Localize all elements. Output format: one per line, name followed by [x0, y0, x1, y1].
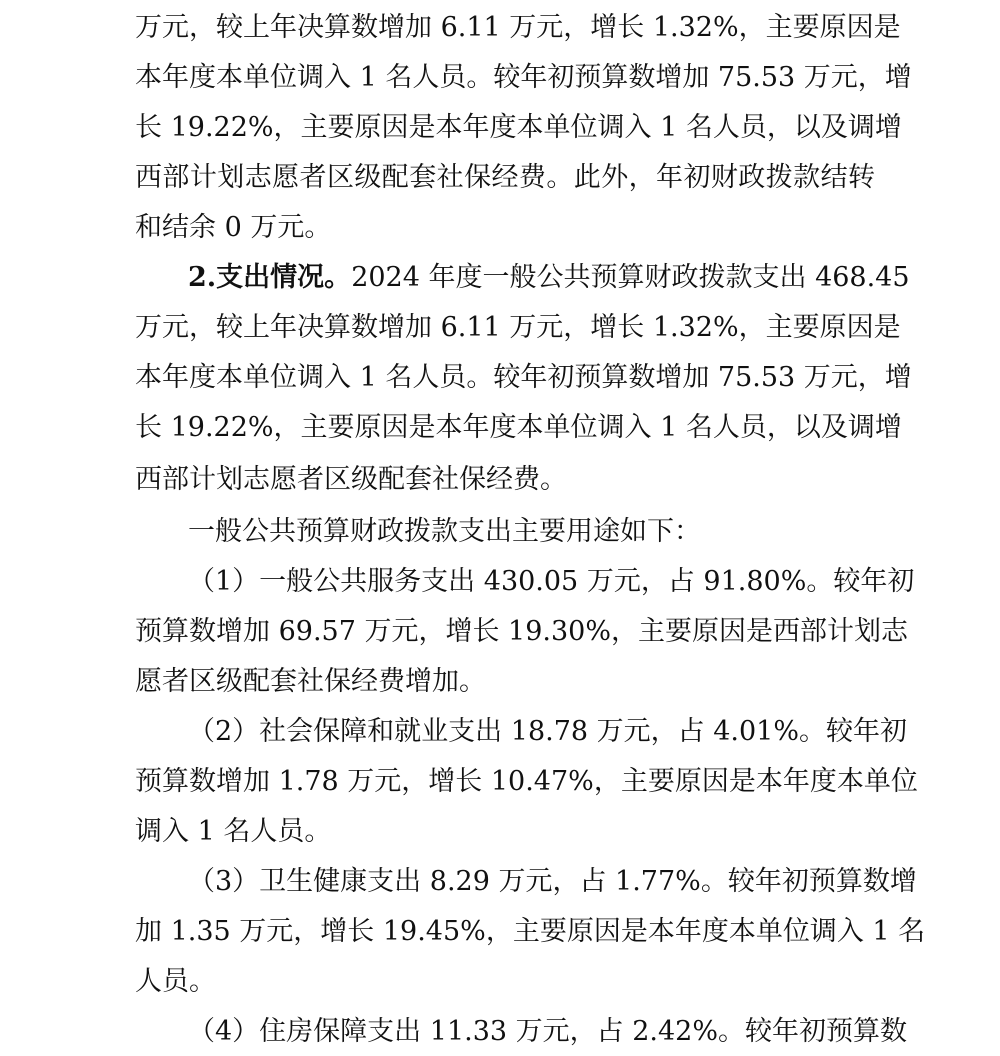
section-heading: 2.支出情况。	[188, 262, 352, 293]
body-text-line: 本年度本单位调入 1 名人员。较年初预算数增加 75.53 万元，增	[135, 62, 912, 93]
body-text-line: 一般公共预算财政拨款支出主要用途如下：	[188, 516, 701, 547]
body-text-line: 人员。	[135, 966, 216, 997]
body-text-line: 长 19.22%，主要原因是本年度本单位调入 1 名人员，以及调增	[135, 112, 902, 143]
body-text-line: 和结余 0 万元。	[135, 212, 332, 243]
body-text-line: 调入 1 名人员。	[135, 816, 332, 847]
body-text-line: 预算数增加 1.78 万元，增长 10.47%，主要原因是本年度本单位	[135, 766, 918, 797]
list-item-line: （4）住房保障支出 11.33 万元，占 2.42%。较年初预算数	[188, 1016, 907, 1047]
body-text-line: 万元，较上年决算数增加 6.11 万元，增长 1.32%，主要原因是	[135, 312, 901, 343]
list-item-line: （3）卫生健康支出 8.29 万元，占 1.77%。较年初预算数增	[188, 866, 917, 897]
body-text-line: 西部计划志愿者区级配套社保经费。	[135, 464, 567, 495]
body-text-line: 愿者区级配套社保经费增加。	[135, 666, 486, 697]
section-heading-text: 2024 年度一般公共预算财政拨款支出 468.45	[351, 262, 910, 293]
list-item-line: （2）社会保障和就业支出 18.78 万元，占 4.01%。较年初	[188, 716, 907, 747]
body-text-line: 长 19.22%，主要原因是本年度本单位调入 1 名人员，以及调增	[135, 412, 902, 443]
body-text-line: 加 1.35 万元，增长 19.45%，主要原因是本年度本单位调入 1 名	[135, 916, 926, 947]
body-text-line: 西部计划志愿者区级配套社保经费。此外，年初财政拨款结转	[135, 162, 875, 193]
section-heading-line	[188, 258, 910, 298]
body-text-line: 预算数增加 69.57 万元，增长 19.30%，主要原因是西部计划志	[135, 616, 908, 647]
list-item-line: （1）一般公共服务支出 430.05 万元，占 91.80%。较年初	[188, 566, 915, 597]
body-text-line: 万元，较上年决算数增加 6.11 万元，增长 1.32%，主要原因是	[135, 12, 901, 43]
body-text-line: 本年度本单位调入 1 名人员。较年初预算数增加 75.53 万元，增	[135, 362, 912, 393]
